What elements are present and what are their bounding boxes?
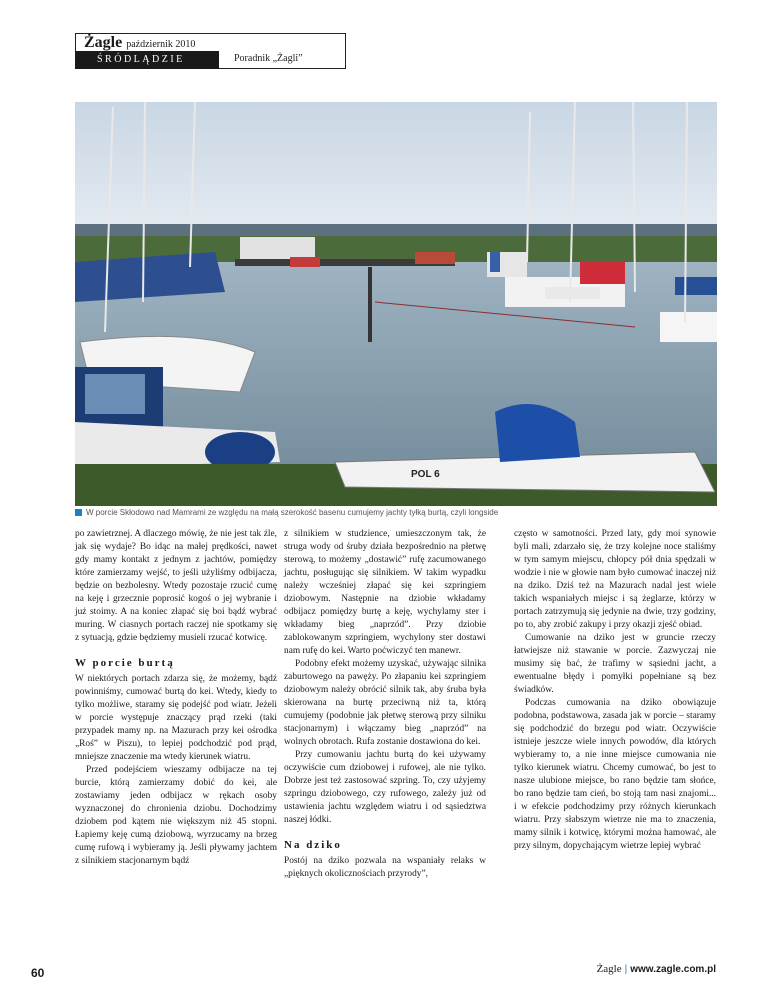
- paragraph: z silnikiem w studzience, umieszczonym tak, że struga wody od śruby działa bezpośrednio na płetwę sterową, to możemy „dostawić” rufę zacumowanego jachtu, posługując się silnikiem. W takim wypadku należy wcześniej złapać się kei szpringiem dziobowym. Następnie na dziobie wkładamy odbijacz pomiędzy burtę a keję, wychylamy ster i wkładamy bieg „naprzód”. Przy dziobie zablokowanym szpringiem, wychylony ster dostawi nam rufę do kei. Warto poćwiczyć ten manewr.: [284, 529, 486, 656]
- paragraph: często w samotności. Przed laty, gdy moi synowie byli mali, zdarzało się, że trzy kolejne noce staliśmy w tym samym miejscu, chłopcy pół dnia spędzali w wodzie i nie w głowie nam było cumować inaczej niż na dziko. Dziś też na Mazurach nadal jest wiele takich wspaniałych miejsc i są żeglarze, którzy w portach zatrzymują się jedynie na dwie, trzy godziny, po to, aby zrobić zakupy i przy okazji zjeść obiad.: [514, 529, 716, 630]
- magazine-name: Żagle: [84, 34, 123, 51]
- column-label: Poradnik „Żagli”: [234, 53, 303, 64]
- paragraph: po zawietrznej. A dlaczego mówię, że nie jest tak źle, jak się wydaje? Bo idąc na małej prędkości, nawet gdy mamy kontakt z jednym z jachtów, pomiędzy które zamierzamy wejść, to jeśli użyliśmy odbijacza, będzie on bezbolesny. Wtedy pozostaje rzucić cumę na keję i grzecznie poprosić kogoś o jej wybranie i już stoimy. A na koniec złapać się boi bądź wybrać muring. W ciasnych portach raczej nie spotkamy się z sytuacją, gdzie będziemy musieli rzucać kotwicę.: [75, 529, 277, 643]
- harbor-illustration: [75, 102, 717, 506]
- section-heading: Na dziko: [284, 839, 342, 851]
- footer-url[interactable]: www.zagle.com.pl: [630, 964, 716, 975]
- article-column-1: [75, 528, 277, 868]
- issue-date: październik 2010: [126, 39, 196, 50]
- paragraph: Podobny efekt możemy uzyskać, używając silnika zaburtowego na pawęży. Po złapaniu kei szpringiem dziobowym należy obrócić silnik tak, aby śruba była skierowana na burtę przeciwną niż ta, którą cumujemy (podobnie jak płetwę sterową przy silniku stacjonarnym) i włączamy bieg „naprzód” na wolnych obrotach. Rufa zostanie dostawiona do kei.: [284, 659, 486, 747]
- section-heading: W porcie burtą: [75, 657, 175, 669]
- magazine-title: [84, 34, 195, 52]
- paragraph: Podczas cumowania na dziko obowiązuje podobna, podstawowa, zasada jak w porcie – staramy się podchodzić do brzegu pod wiatr. Oczywiście istnieje jeszcze wiele innych powodów, dla których wybieramy to, a nie inne miejsce cumowania nie tylko kierunek wiatru. Chcemy cumować, bo jest to nasze ulubione miejsce, bo rano będzie tam słońce, bo rano będzie tam cień, bo stoją tam nasi znajomi... i w efekcie podchodzimy przy różnych kierunkach wiatru. Przy słabszym wietrze nie ma to znaczenia, mamy silnik i kotwicę, którymi można hamować, ale przy silnym, dopychającym wietrze lepiej wybrać: [514, 698, 716, 851]
- paragraph: W niektórych portach zdarza się, że możemy, bądź powinniśmy, cumować burtą do kei. Wtedy, kiedy to tylko możliwe, staramy się podejść pod wiatr. Jeżeli w porcie występuje znaczący prąd rzeki (taki przypadek mamy np. na Mazurach przy kei ośrodka „Roś” w Piszu), to lepiej podchodzić pod prąd, mniejsze znaczenie ma wtedy kierunek wiatru.: [75, 674, 277, 762]
- caption-marker-icon: [75, 509, 82, 516]
- photo-caption: [75, 508, 498, 517]
- paragraph: Postój na dziko pozwala na wspaniały relaks w „pięknych okolicznościach przyrody”,: [284, 856, 486, 879]
- paragraph: Przy cumowaniu jachtu burtą do kei używamy oczywiście cum dziobowej i rufowej, ale nie tylko. Dobrze jest też zastosować szpring. To, czy użyjemy szpringu dziobowego, czy rufowego, zależy już od ustawienia jachtu względem wiatru i od sąsiedztwa naszej łódki.: [284, 750, 486, 825]
- article-column-2: [284, 528, 486, 881]
- caption-text: W porcie Skłodowo nad Mamrami ze względu na małą szerokość basenu cumujemy jachty tyłką burtą, czyli longside: [86, 508, 499, 517]
- section-label: ŚRÓDLĄDZIE: [75, 51, 219, 69]
- article-column-3: [514, 528, 716, 853]
- boat-label: POL 6: [411, 469, 440, 480]
- header-box: [75, 33, 346, 69]
- footer-brand: Żagle: [596, 963, 622, 975]
- page-number: 60: [31, 966, 45, 980]
- harbor-photo: [75, 102, 717, 506]
- footer-separator: |: [624, 964, 628, 975]
- footer: [597, 963, 716, 975]
- paragraph: Przed podejściem wieszamy odbijacze na tej burcie, którą zamierzamy dobić do kei, ale zostawiamy jeden odbijacz w rękach osoby wyznaczonej do chronienia dziobu. Dochodzimy dziobem pod kątem nie większym niż 45 stopni. Łapiemy keję cumą dziobową, wyrzucamy na brzeg cumę rufową i wybieramy ją. Jeśli pływamy jachtem z silnikiem stacjonarnym bądź: [75, 765, 277, 866]
- paragraph: Cumowanie na dziko jest w gruncie rzeczy łatwiejsze niż stawanie w porcie. Zazwyczaj nie musimy się bać, że trafimy w sąsiedni jacht, a ewentualne błędy i pomyłki popełniane są bez świadków.: [514, 633, 716, 695]
